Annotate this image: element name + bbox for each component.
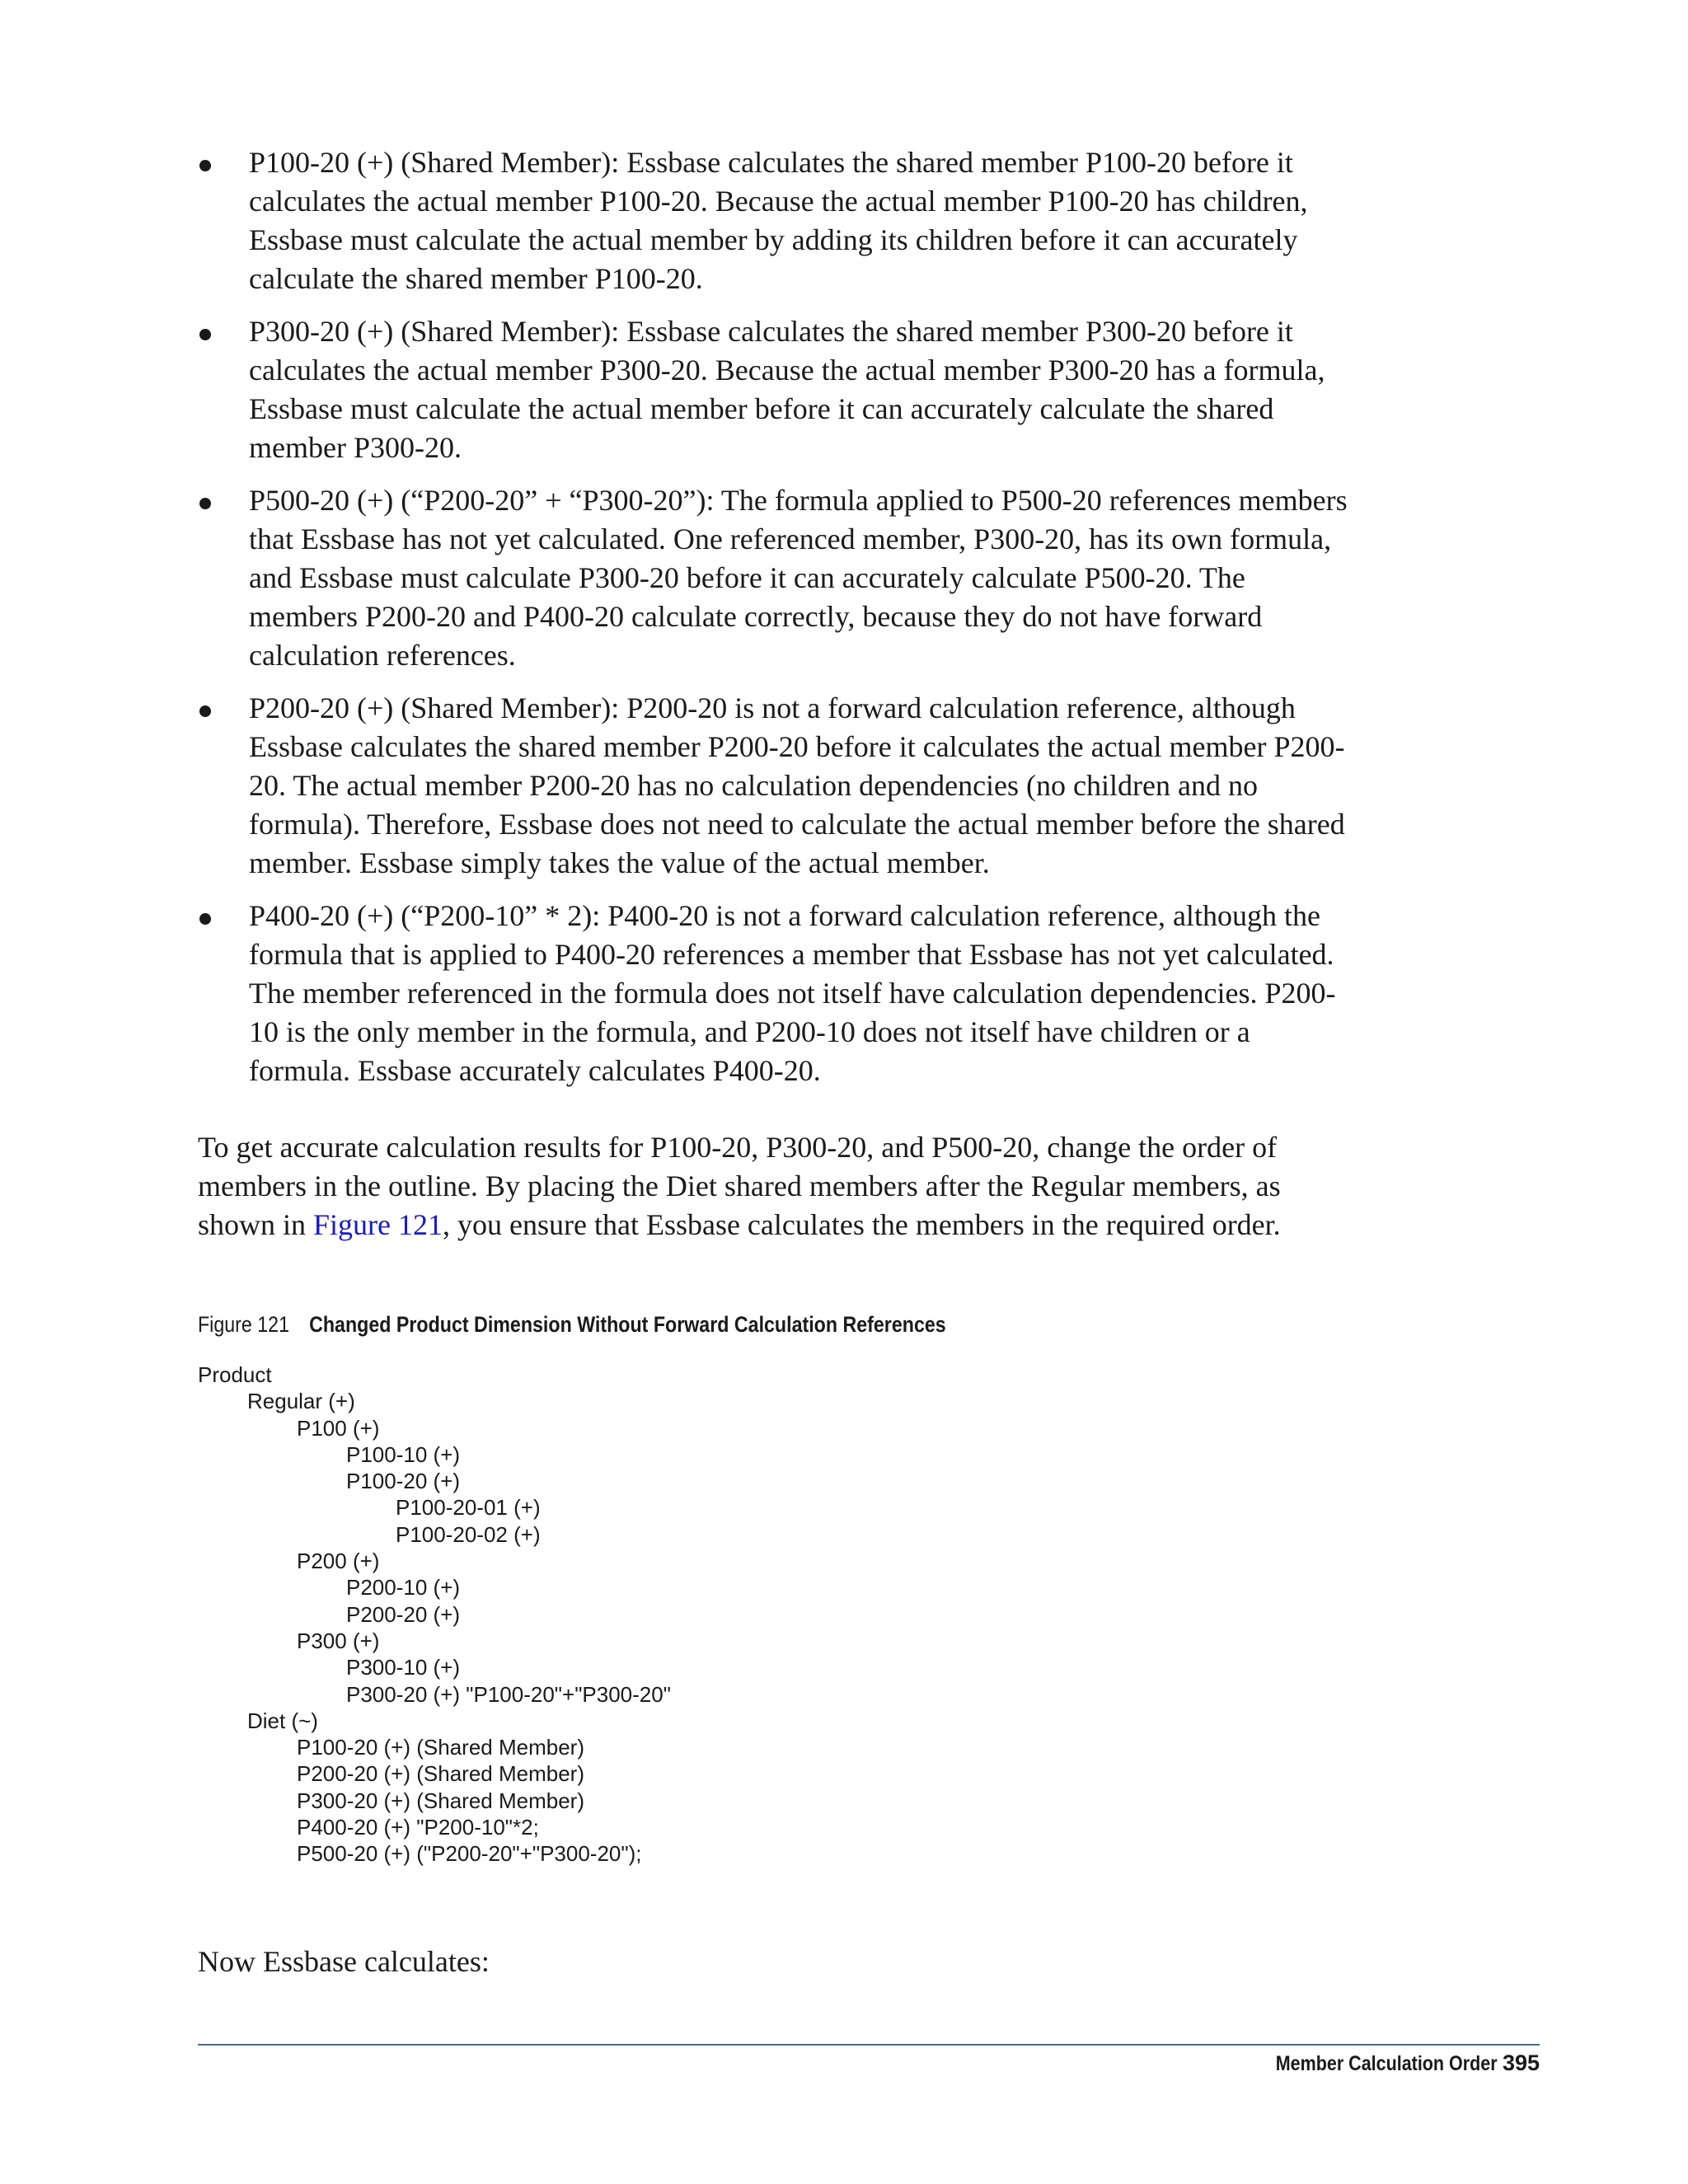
footer-section-title: Member Calculation Order bbox=[1276, 2052, 1498, 2075]
bullet-item bbox=[198, 481, 1352, 675]
bullet-item bbox=[198, 143, 1352, 298]
bullet-dot bbox=[199, 498, 211, 509]
outline-member: P300-20 (+) (Shared Member) bbox=[297, 1788, 584, 1813]
outline-member: P200 (+) bbox=[297, 1549, 380, 1574]
outline-member: P100-10 (+) bbox=[346, 1441, 461, 1467]
outline-member: P300-10 (+) bbox=[346, 1655, 461, 1680]
bullet-item bbox=[198, 897, 1352, 1090]
figure-caption bbox=[198, 1312, 946, 1338]
outline-member: P200-20 (+) (Shared Member) bbox=[297, 1761, 584, 1787]
bullet-text: P300-20 (+) (Shared Member): Essbase calculates the shared member P300-20 before it calculates the actual member P300-20. Because the actual member P300-20 has a formula, Essbase must calculate the actual member before it can accurately calculate the shared member P300-20. bbox=[249, 315, 1325, 464]
bullet-dot bbox=[199, 160, 211, 171]
outline-member: P100-20 (+) bbox=[346, 1469, 461, 1494]
paragraph-text-start: To get accurate calculation results for P100-20, P300-20, and P500-20, change the order of members in the outline. By placing the Diet shared members after the Regular members, as shown in bbox=[198, 1131, 1281, 1241]
outline-member: P300 (+) bbox=[297, 1628, 380, 1653]
body-paragraph bbox=[198, 1128, 1352, 1244]
bullet-dot bbox=[199, 329, 211, 340]
product-outline bbox=[198, 1361, 671, 1868]
outline-member: Diet (~) bbox=[247, 1708, 318, 1733]
bullet-text: P400-20 (+) (“P200-10” * 2): P400-20 is not a forward calculation reference, although the formula that is applied to P400-20 references a member that Essbase has not yet calculated. The member referenced in the formula does not itself have calculation dependencies. P200-10 is the only member in the formula, and P200-10 does not itself have children or a formula. Essbase accurately calculates P400-20. bbox=[249, 899, 1336, 1087]
bullet-dot bbox=[199, 913, 211, 925]
page-number: 395 bbox=[1502, 2050, 1540, 2075]
outline-member: Regular (+) bbox=[247, 1389, 355, 1414]
bullet-text: P200-20 (+) (Shared Member): P200-20 is not a forward calculation reference, although Essbase calculates the shared member P200-20 before it calculates the actual member P200-20. The actual member P200-20 has no calculation dependencies (no children and no formula). Therefore, Essbase does not need to calculate the actual member before the shared member. Essbase simply takes the value of the actual member. bbox=[249, 691, 1345, 879]
paragraph-text-end: , you ensure that Essbase calculates the members in the required order. bbox=[443, 1208, 1281, 1241]
outline-member: P100-20-01 (+) bbox=[396, 1495, 541, 1521]
figure-title: Changed Product Dimension Without Forward Calculation References bbox=[309, 1312, 946, 1337]
outline-member: P200-20 (+) bbox=[346, 1601, 461, 1627]
outline-member: P100 (+) bbox=[297, 1415, 380, 1441]
outline-member: Product bbox=[198, 1362, 272, 1387]
bullet-list bbox=[198, 143, 1352, 1104]
outline-member: P300-20 (+) "P100-20"+"P300-20" bbox=[346, 1681, 671, 1707]
outline-member: P100-20-02 (+) bbox=[396, 1521, 541, 1547]
bullet-text: P100-20 (+) (Shared Member): Essbase calculates the shared member P100-20 before it calculates the actual member P100-20. Because the actual member P100-20 has children, Essbase must calculate the actual member by adding its children before it can accurately calculate the shared member P100-20. bbox=[249, 146, 1308, 295]
figure-number: Figure 121 bbox=[198, 1312, 290, 1337]
outline-member: P200-10 (+) bbox=[346, 1575, 461, 1601]
closing-text: Now Essbase calculates: bbox=[198, 1945, 490, 1978]
bullet-dot bbox=[199, 705, 211, 717]
outline-member: P400-20 (+) "P200-10"*2; bbox=[297, 1815, 539, 1840]
outline-member: P100-20 (+) (Shared Member) bbox=[297, 1735, 584, 1760]
bullet-item bbox=[198, 312, 1352, 467]
bullet-text: P500-20 (+) (“P200-20” + “P300-20”): The formula applied to P500-20 references members that Essbase has not yet calculated. One referenced member, P300-20, has its own formula, and Essbase must calculate P300-20 before it can accurately calculate P500-20. The members P200-20 and P400-20 calculate correctly, because they do not have forward calculation references. bbox=[249, 484, 1348, 672]
bullet-item bbox=[198, 689, 1352, 883]
page-footer bbox=[1240, 2050, 1540, 2076]
outline-member: P500-20 (+) ("P200-20"+"P300-20"); bbox=[297, 1841, 642, 1867]
figure-121-link[interactable]: Figure 121 bbox=[313, 1208, 443, 1241]
footer-rule bbox=[198, 2044, 1540, 2046]
